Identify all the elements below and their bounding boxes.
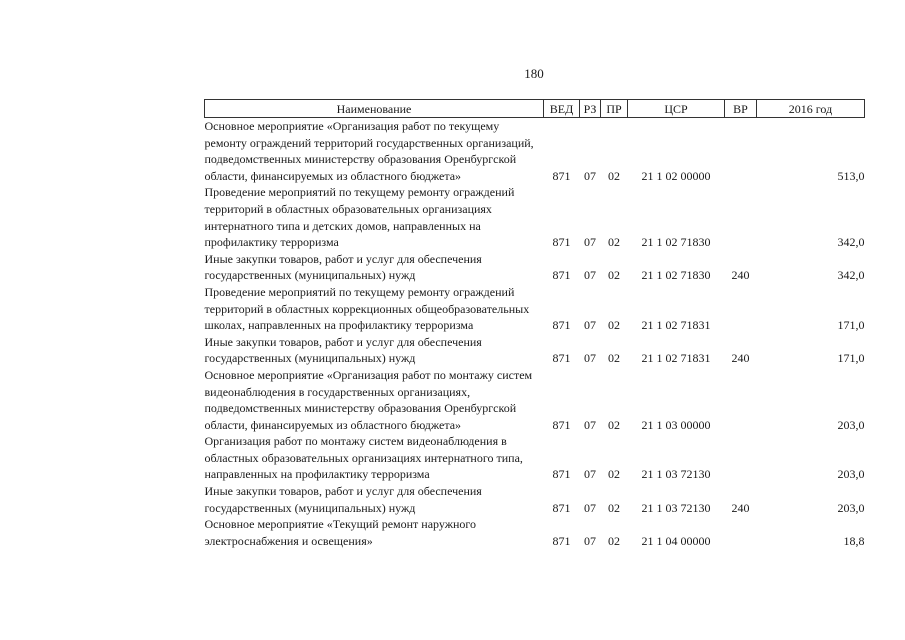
row-name: Иные закупки товаров, работ и услуг для обеспечения государственных (муниципальных) нужд: [204, 334, 482, 366]
row-name: Иные закупки товаров, работ и услуг для обеспечения государственных (муниципальных) нужд: [204, 251, 482, 283]
header-rz: РЗ: [580, 100, 601, 118]
row-vr: [725, 367, 757, 433]
row-csr: 21 1 02 71830: [641, 268, 711, 283]
row-name: Основное мероприятие «Организация работ по монтажу систем видеонаблюдения в государственных организациях, подведомственных министерству образования Оренбургской области, финансируемых из областного бюджета»: [204, 367, 533, 432]
table-row: [205, 367, 865, 433]
row-pr: 02: [608, 533, 620, 548]
row-csr: 21 1 02 71830: [641, 235, 711, 250]
row-ved: 871: [552, 351, 571, 366]
row-pr: 02: [608, 467, 620, 482]
row-name: Иные закупки товаров, работ и услуг для обеспечения государственных (муниципальных) нужд: [204, 484, 482, 515]
row-vr: [725, 284, 757, 334]
row-rz: 07: [584, 467, 596, 482]
row-vr: 240: [731, 268, 750, 283]
table-row: [205, 284, 865, 334]
table-row: [205, 118, 865, 185]
row-ved: 871: [552, 417, 571, 432]
row-vr: 240: [731, 351, 750, 366]
row-pr: 02: [608, 417, 620, 432]
row-ved: 871: [552, 467, 571, 482]
table-header: [205, 100, 865, 118]
table-row: [205, 334, 865, 367]
row-vr: [725, 516, 757, 549]
row-name: Проведение мероприятий по текущему ремонту ограждений территорий в областных образовательных организациях интернатного типа и детских домов, направленных на профилактику терроризма: [204, 185, 515, 250]
row-pr: 02: [608, 351, 620, 366]
row-amount: 171,0: [837, 318, 865, 333]
row-amount: 18,8: [843, 533, 865, 548]
row-rz: 07: [584, 351, 596, 366]
row-amount: 513,0: [837, 168, 865, 183]
row-csr: 21 1 02 71831: [641, 351, 711, 366]
table-row: [205, 251, 865, 284]
page-number: 180: [524, 66, 544, 81]
header-pr: ПР: [601, 100, 628, 118]
budget-table: [204, 99, 865, 549]
header-csr: ЦСР: [628, 100, 725, 118]
row-name: Основное мероприятие «Организация работ по текущему ремонту ограждений территорий государственных организаций, подведомственных министерству образования Оренбургской области, финансируемых из областного бюджета»: [204, 119, 534, 183]
row-ved: 871: [552, 168, 571, 183]
row-csr: 21 1 02 71831: [641, 318, 711, 333]
row-ved: 871: [552, 268, 571, 283]
row-csr: 21 1 04 00000: [641, 533, 711, 548]
table-row: [205, 516, 865, 549]
row-vr: [725, 118, 757, 185]
row-name: Проведение мероприятий по текущему ремонту ограждений территорий в областных коррекционных общеобразовательных школах, направленных на профилактику терроризма: [204, 284, 530, 333]
row-csr: 21 1 03 72130: [641, 467, 711, 482]
row-vr: [725, 433, 757, 483]
header-ved: ВЕД: [544, 100, 580, 118]
row-rz: 07: [584, 318, 596, 333]
header-row: [205, 100, 865, 118]
row-pr: 02: [608, 500, 620, 515]
header-name: Наименование: [205, 100, 544, 118]
table-row: [205, 184, 865, 250]
row-rz: 07: [584, 533, 596, 548]
row-amount: 171,0: [837, 351, 865, 366]
row-csr: 21 1 02 00000: [641, 168, 711, 183]
row-ved: 871: [552, 318, 571, 333]
row-ved: 871: [552, 533, 571, 548]
row-pr: 02: [608, 168, 620, 183]
row-amount: 203,0: [837, 417, 865, 432]
row-name: Основное мероприятие «Текущий ремонт наружного электроснабжения и освещения»: [204, 517, 477, 548]
table-row: [205, 483, 865, 516]
header-vr: ВР: [725, 100, 757, 118]
row-rz: 07: [584, 168, 596, 183]
row-rz: 07: [584, 417, 596, 432]
table-row: [205, 433, 865, 483]
row-csr: 21 1 03 72130: [641, 500, 711, 515]
row-amount: 342,0: [837, 268, 865, 283]
row-pr: 02: [608, 318, 620, 333]
row-ved: 871: [552, 235, 571, 250]
row-rz: 07: [584, 500, 596, 515]
row-pr: 02: [608, 235, 620, 250]
row-amount: 203,0: [837, 500, 865, 515]
row-pr: 02: [608, 268, 620, 283]
row-rz: 07: [584, 268, 596, 283]
row-rz: 07: [584, 235, 596, 250]
table-body: [205, 118, 865, 550]
header-amount: 2016 год: [757, 100, 865, 118]
row-amount: 342,0: [837, 235, 865, 250]
row-vr: [725, 184, 757, 250]
row-name: Организация работ по монтажу систем видеонаблюдения в областных образовательных организациях интернатного типа, направленных на профилактику терроризма: [204, 434, 523, 482]
row-ved: 871: [552, 500, 571, 515]
row-csr: 21 1 03 00000: [641, 417, 711, 432]
row-amount: 203,0: [837, 467, 865, 482]
row-vr: 240: [731, 500, 750, 515]
